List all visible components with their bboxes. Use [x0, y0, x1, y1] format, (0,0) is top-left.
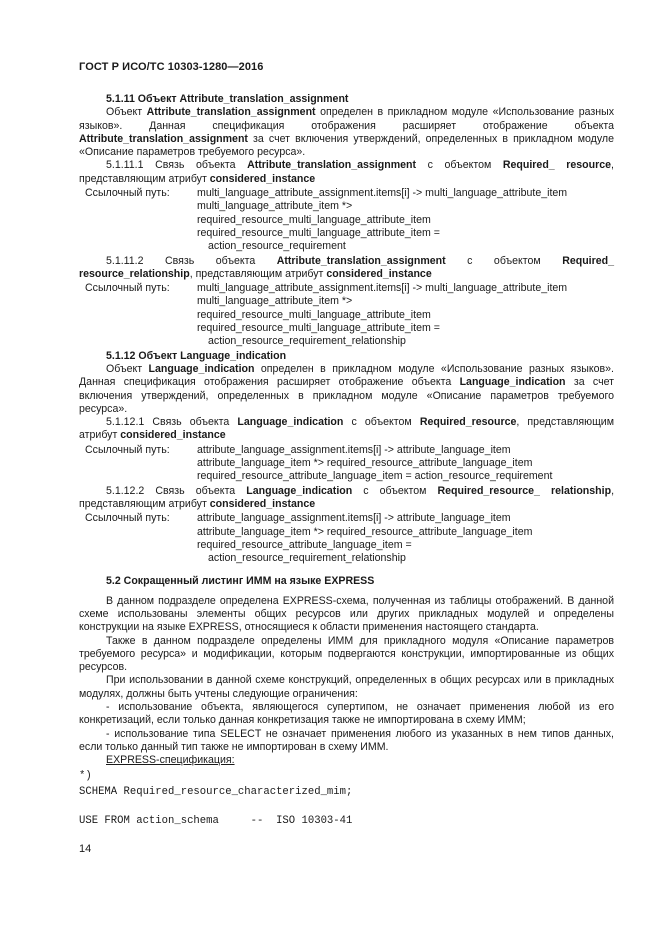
reference-path-line: action_resource_requirement_relationship — [208, 552, 406, 565]
page-content — [79, 93, 614, 828]
section-5-1-11-intro: Объект Attribute_translation_assignment определен в прикладном модуле «Использование разных языков». Данная спецификация отображения расширяет отображение объекта Attribute_translation_assignment за счет включения утверждений, определенных в прикладном модуле «Описание параметров требуемого ресурса». — [79, 106, 614, 159]
reference-path-line: required_resource_multi_language_attribute_item = — [197, 226, 440, 239]
subsection-5-1-11-1: 5.1.11.1 Связь объекта Attribute_translation_assignment с объектом Required_ resource, представляющим атрибут considered_instance — [79, 159, 614, 185]
reference-path-line: attribute_language_assignment.items[i] -> attribute_language_item — [197, 443, 511, 456]
subsection-5-1-11-2: 5.1.11.2 Связь объекта Attribute_translation_assignment с объектом Required_ resource_relationship, представляющим атрибут considered_instance — [79, 254, 614, 280]
code-line: SCHEMA Required_resource_characterized_mim; — [79, 785, 353, 798]
section-5-1-12-intro: Объект Language_indication определен в прикладном модуле «Использование разных языков». Данная спецификация отображения расширяет отображение объекта Language_indication за счет включения утверждений, определенных в прикладном модуле «Описание параметров требуемого ресурса». — [79, 362, 614, 415]
reference-path-line: required_resource_multi_language_attribute_item — [197, 213, 431, 226]
express-code-block — [79, 770, 614, 829]
paragraph: При использовании в данной схеме конструкций, определенных в общих ресурсах или в прикладных модулях, должны быть учтены следующие ограничения: — [79, 674, 614, 700]
reference-path-line: required_resource_multi_language_attribute_item — [197, 308, 431, 321]
reference-path-label: Ссылочный путь: — [85, 282, 170, 295]
reference-path-line: attribute_language_item *> required_resource_attribute_language_item — [197, 457, 533, 470]
reference-path-line: action_resource_requirement — [208, 240, 346, 253]
section-heading-5-1-12: 5.1.12 Объект Language_indication — [106, 349, 287, 362]
reference-path-line: attribute_language_item *> required_resource_attribute_language_item — [197, 525, 533, 538]
reference-path-label: Ссылочный путь: — [85, 512, 170, 525]
bullet-item: - использование типа SELECT не означает применения любого из указанных в нем типов данных, если только данный тип также не импортирован в схему ИММ. — [79, 727, 614, 753]
subsection-5-1-12-1: 5.1.12.1 Связь объекта Language_indication с объектом Required_resource, представляющим атрибут considered_instance — [79, 416, 614, 442]
reference-path-line: required_resource_attribute_language_item = action_resource_requirement — [197, 470, 553, 483]
reference-path-line: attribute_language_assignment.items[i] -> attribute_language_item — [197, 512, 511, 525]
reference-path-line: required_resource_attribute_language_item = — [197, 538, 412, 551]
reference-path-line: multi_language_attribute_item *> — [197, 295, 353, 308]
express-spec-label: EXPRESS-спецификация: — [106, 754, 235, 767]
paragraph: Также в данном подразделе определены ИММ для прикладного модуля «Описание параметров требуемого ресурса» и модификации, которым подвергаются конструкции, импортированные из общих ресурсов. — [79, 634, 614, 674]
reference-path-5-1-11-1 — [79, 187, 614, 253]
reference-path-line: action_resource_requirement_relationship — [208, 335, 406, 348]
page-number: 14 — [79, 843, 92, 855]
subsection-5-1-12-2: 5.1.12.2 Связь объекта Language_indication с объектом Required_resource_ relationship, представляющим атрибут considered_instance — [79, 484, 615, 510]
section-heading-5-2: 5.2 Сокращенный листинг ИММ на языке EXPRESS — [106, 575, 375, 588]
reference-path-5-1-12-1 — [79, 444, 614, 484]
reference-path-line: required_resource_multi_language_attribute_item = — [197, 322, 440, 335]
reference-path-5-1-12-2 — [79, 512, 614, 565]
code-line — [79, 799, 614, 812]
page-header: ГОСТ Р ИСО/ТС 10303-1280—2016 — [79, 61, 264, 73]
reference-path-label: Ссылочный путь: — [85, 187, 170, 200]
code-line: *) — [79, 769, 92, 782]
code-line: USE FROM action_schema -- ISO 10303-41 — [79, 815, 353, 828]
section-heading-5-1-11: 5.1.11 Объект Attribute_translation_assignment — [106, 93, 349, 105]
reference-path-line: multi_language_attribute_assignment.items[i] -> multi_language_attribute_item — [197, 282, 568, 295]
reference-path-label: Ссылочный путь: — [85, 443, 170, 456]
paragraph: В данном подразделе определена EXPRESS-схема, полученная из таблицы отображений. В данной схеме использованы элементы общих ресурсов или других прикладных модулей и определены конструкции на языке EXPRESS, относящиеся к области применения настоящего стандарта. — [79, 594, 614, 634]
reference-path-5-1-11-2 — [79, 282, 614, 348]
bullet-item: - использование объекта, являющегося супертипом, не означает применения любой из его конкретизаций, если только данная конкретизация также не импортирована в схему ИММ; — [79, 701, 614, 727]
reference-path-line: multi_language_attribute_assignment.items[i] -> multi_language_attribute_item — [197, 187, 568, 200]
reference-path-line: multi_language_attribute_item *> — [197, 200, 353, 213]
